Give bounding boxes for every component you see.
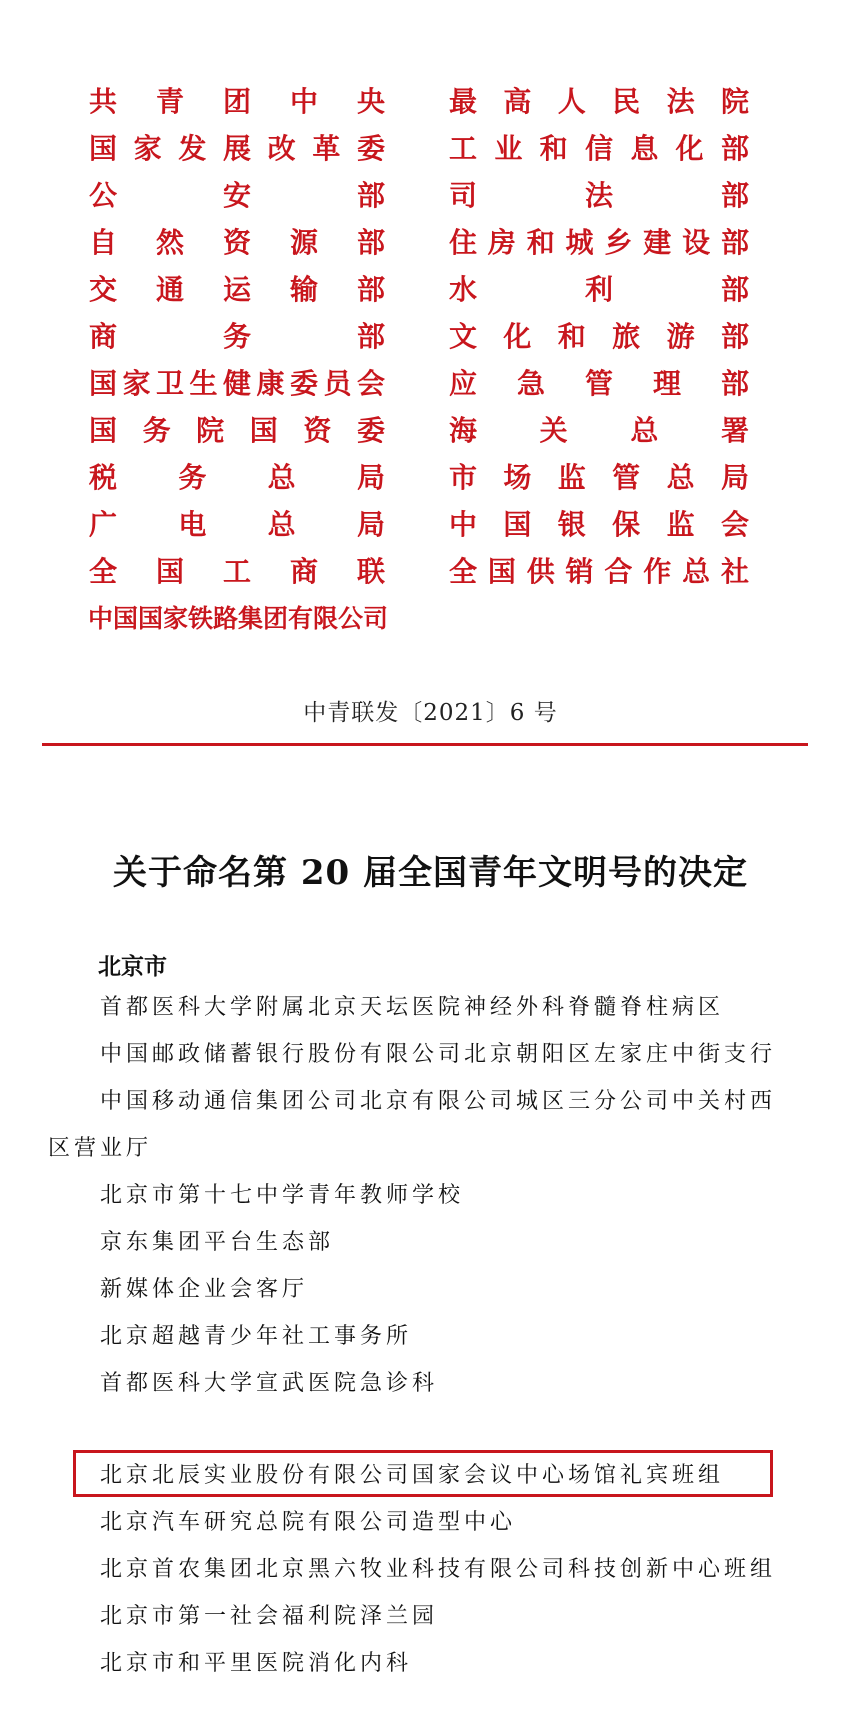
agency-name-left: 商 务 部 — [88, 320, 385, 353]
agency-name-right: 水 利 部 — [448, 273, 749, 306]
agency-row — [88, 505, 788, 545]
agency-row — [88, 129, 788, 169]
list-item-highlighted: 北京北辰实业股份有限公司国家会议中心场馆礼宾班组 — [100, 1463, 725, 1488]
agency-row — [88, 552, 788, 592]
agency-row — [88, 223, 788, 263]
highlight-box — [73, 1450, 773, 1497]
list-item: 中国邮政储蓄银行股份有限公司北京朝阳区左家庄中街支行 — [100, 1042, 777, 1067]
agency-name-left: 共 青 团 中 央 — [88, 85, 385, 118]
agency-name-right: 全 国 供 销 合 作 总 社 — [448, 555, 749, 588]
agency-row — [88, 411, 788, 451]
list-item: 北京超越青少年社工事务所 — [100, 1324, 413, 1349]
list-item: 北京市第一社会福利院泽兰园 — [100, 1604, 439, 1629]
agency-name-left: 中国国家铁路集团有限公司 — [88, 604, 389, 633]
list-item: 北京汽车研究总院有限公司造型中心 — [100, 1510, 517, 1535]
region-heading: 北京市 — [98, 954, 167, 980]
list-item: 新媒体企业会客厅 — [100, 1277, 309, 1302]
agency-name-right: 住 房 和 城 乡 建 设 部 — [448, 226, 749, 259]
list-item: 北京市第十七中学青年教师学校 — [100, 1183, 465, 1208]
agency-name-right: 司 法 部 — [448, 179, 749, 212]
agency-name-left: 国 家 卫 生 健 康 委 员 会 — [88, 367, 385, 400]
agency-row — [88, 270, 788, 310]
agency-name-left: 税 务 总 局 — [88, 461, 385, 494]
agency-name-right: 市 场 监 管 总 局 — [448, 461, 749, 494]
list-item: 首都医科大学宣武医院急诊科 — [100, 1371, 439, 1396]
document-number: 中青联发〔2021〕6 号 — [303, 700, 558, 726]
agency-row — [88, 599, 788, 639]
agency-name-left: 广 电 总 局 — [88, 508, 385, 541]
agency-name-right: 应 急 管 理 部 — [448, 367, 749, 400]
document-title: 关于命名第 20 届全国青年文明号的决定 — [113, 853, 748, 893]
agency-name-right: 最 高 人 民 法 院 — [448, 85, 749, 118]
agency-name-left: 自 然 资 源 部 — [88, 226, 385, 259]
agency-name-left: 国 务 院 国 资 委 — [88, 414, 385, 447]
red-divider-line — [42, 743, 808, 746]
agency-name-left: 交 通 运 输 部 — [88, 273, 385, 306]
agency-row — [88, 82, 788, 122]
agency-row — [88, 317, 788, 357]
agency-row — [88, 176, 788, 216]
list-item: 京东集团平台生态部 — [100, 1230, 335, 1255]
agency-row — [88, 364, 788, 404]
agency-name-right: 海 关 总 署 — [448, 414, 749, 447]
agency-name-right: 工 业 和 信 息 化 部 — [448, 132, 749, 165]
list-item: 北京首农集团北京黑六牧业科技有限公司科技创新中心班组 — [100, 1557, 777, 1582]
list-item: 北京市和平里医院消化内科 — [100, 1651, 413, 1676]
list-item: 首都医科大学附属北京天坛医院神经外科脊髓脊柱病区 — [100, 995, 725, 1020]
agency-name-right: 中 国 银 保 监 会 — [448, 508, 749, 541]
agency-name-left: 国 家 发 展 改 革 委 — [88, 132, 385, 165]
agency-name-right: 文 化 和 旅 游 部 — [448, 320, 749, 353]
agency-name-left: 全 国 工 商 联 — [88, 555, 385, 588]
agency-row — [88, 458, 788, 498]
agency-name-left: 公 安 部 — [88, 179, 385, 212]
list-item-continuation: 区营业厅 — [48, 1136, 153, 1161]
list-item: 中国移动通信集团公司北京有限公司城区三分公司中关村西 — [100, 1089, 777, 1114]
